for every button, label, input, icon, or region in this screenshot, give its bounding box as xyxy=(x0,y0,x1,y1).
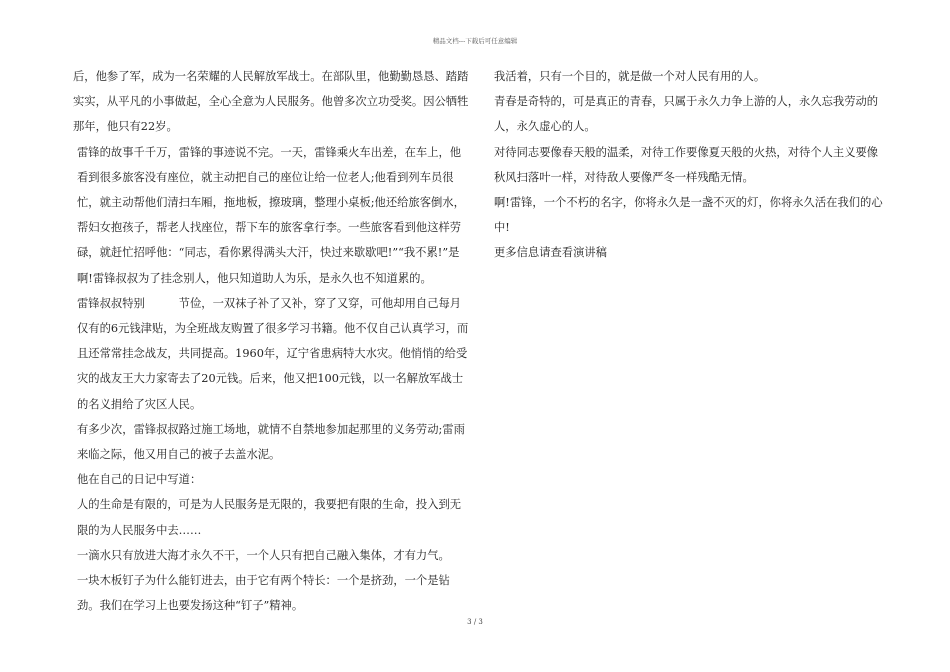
paragraph: 更多信息请查看演讲稿 xyxy=(494,246,607,260)
paragraph: 人的生命是有限的，可是为人民服务是无限的，我要把有限的生命，投入到无限的为人民服务中去…… xyxy=(77,498,462,537)
paragraph: 他在自己的日记中写道： xyxy=(77,473,202,487)
paragraph: 雷锋叔叔特别 节俭，一双袜子补了又补，穿了又穿，可他却用自己每月仅有的6元钱津贴，为全班战友购置了很多学习书籍。他不仅自己认真学习，而且还常常挂念战友，共同提高。1960年，辽宁省患病特大水灾。他悄悄的给受灾的战友王大力家寄去了20元钱。后来，他又把100元钱，以一名解放军战士的名义捐给了灾区人民。 xyxy=(77,296,469,411)
left-column xyxy=(73,64,471,618)
page-header: 精品文档---下载后可任意编辑 xyxy=(432,37,518,45)
paragraph: 我活着，只有一个目的，就是做一个对人民有用的人。 xyxy=(494,70,766,83)
paragraph: 有多少次，雷锋叔叔路过施工场地，就情不自禁地参加起那里的义务劳动;雷雨来临之际，他又用自己的被子去盖水泥。 xyxy=(77,422,465,462)
paragraph: 对待同志要像春天般的温柔，对待工作要像夏天般的火热，对待个人主义要像秋风扫落叶一样，对待敌人要像严冬一样残酷无情。 xyxy=(494,145,879,184)
page-number: 3 / 3 xyxy=(467,618,483,626)
paragraph: 一块木板钉子为什么能钉进去，由于它有两个特长：一个是挤劲，一个是钻劲。我们在学习上也要发扬这种“钉子”精神。 xyxy=(77,574,450,613)
paragraph: 青春是奇特的，可是真正的青春，只属于永久力争上游的人，永久忘我劳动的人，永久虚心的人。 xyxy=(494,95,879,134)
paragraph: 啊!雷锋，一个不朽的名字，你将永久是一盏不灭的灯，你将永久活在我们的心中! xyxy=(494,196,883,235)
paragraph: 后，他参了军，成为一名荣耀的人民解放军战士。在部队里，他勤勤恳恳、踏踏实实，从平凡的小事做起，全心全意为人民服务。他曾多次立功受奖。因公牺牲那年，他只有22岁。 xyxy=(73,70,469,134)
right-column xyxy=(490,64,885,266)
paragraph: 一滴水只有放进大海才永久不干，一个人只有把自己融入集体，才有力气。 xyxy=(77,548,450,562)
paragraph: 雷锋的故事千千万，雷锋的事迹说不完。一天，雷锋乘火车出差，在车上，他看到很多旅客没有座位，就主动把自己的座位让给一位老人;他看到列车员很忙，就主动帮他们清扫车厢，拖地板，擦玻璃，整理小桌板;他还给旅客倒水，帮妇女抱孩子，帮老人找座位，帮下车的旅客拿行李。一些旅客看到他这样劳碌，就赶忙招呼他：“同志，看你累得满头大汗，快过来歇歇吧!”“我不累!”是啊!雷锋叔叔为了挂念别人，他只知道助人为乐，是永久也不知道累的。 xyxy=(77,145,465,285)
